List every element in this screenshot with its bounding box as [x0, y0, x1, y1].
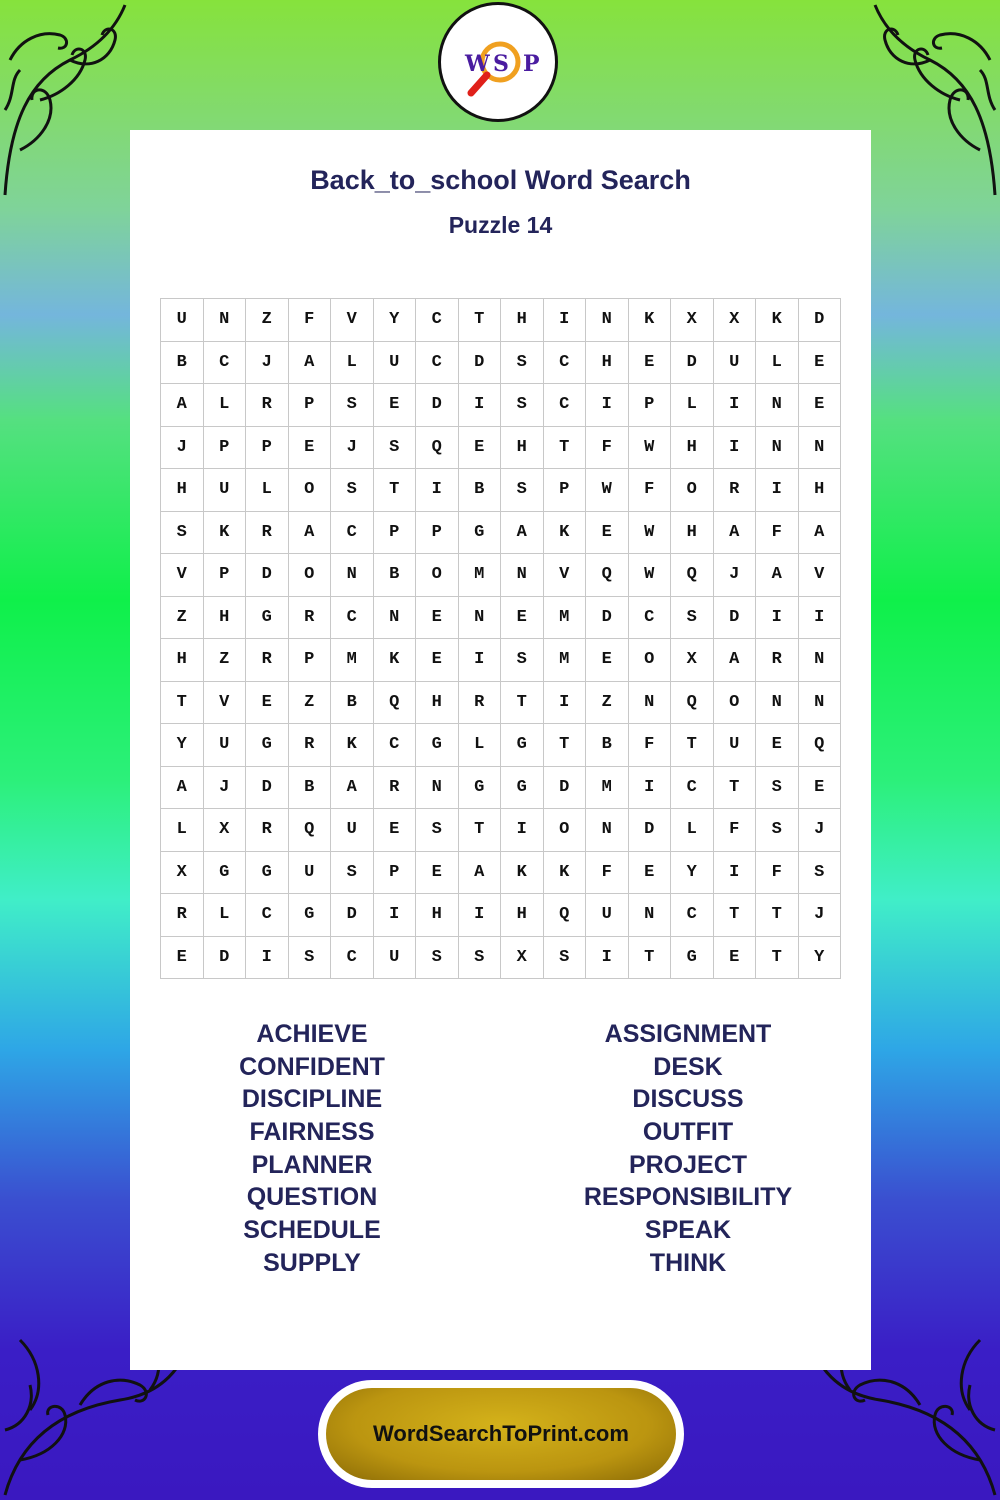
grid-cell: S [501, 469, 544, 512]
grid-cell: D [416, 384, 459, 427]
grid-cell: U [331, 809, 374, 852]
letter-grid [160, 298, 841, 979]
grid-cell: E [629, 852, 672, 895]
grid-cell: F [629, 469, 672, 512]
grid-cell: U [374, 342, 417, 385]
grid-cell: R [246, 639, 289, 682]
grid-cell: L [161, 809, 204, 852]
grid-cell: Q [289, 809, 332, 852]
grid-cell: R [756, 639, 799, 682]
grid-cell: S [671, 597, 714, 640]
grid-cell: S [289, 937, 332, 980]
grid-cell: D [204, 937, 247, 980]
grid-cell: D [629, 809, 672, 852]
grid-cell: H [161, 639, 204, 682]
grid-cell: S [459, 937, 502, 980]
grid-cell: D [799, 299, 842, 342]
grid-cell: Y [799, 937, 842, 980]
grid-cell: I [714, 384, 757, 427]
grid-cell: N [756, 682, 799, 725]
word-item: SCHEDULE [243, 1216, 381, 1245]
grid-cell: Q [671, 554, 714, 597]
grid-cell: A [501, 512, 544, 555]
grid-cell: Z [204, 639, 247, 682]
grid-cell: N [459, 597, 502, 640]
grid-cell: N [799, 639, 842, 682]
grid-cell: R [161, 894, 204, 937]
grid-cell: T [161, 682, 204, 725]
grid-cell: D [246, 554, 289, 597]
grid-cell: G [289, 894, 332, 937]
grid-cell: T [501, 682, 544, 725]
corner-ornament-top-left [0, 0, 130, 200]
grid-cell: C [331, 597, 374, 640]
grid-cell: N [799, 682, 842, 725]
grid-cell: Q [586, 554, 629, 597]
grid-cell: Z [289, 682, 332, 725]
grid-cell: L [671, 384, 714, 427]
grid-cell: U [714, 342, 757, 385]
grid-cell: N [586, 809, 629, 852]
grid-cell: G [204, 852, 247, 895]
word-item: OUTFIT [642, 1118, 734, 1147]
corner-ornament-top-right [870, 0, 1000, 200]
grid-cell: E [799, 342, 842, 385]
grid-cell: E [799, 384, 842, 427]
grid-cell: C [331, 512, 374, 555]
grid-cell: E [416, 597, 459, 640]
grid-cell: C [629, 597, 672, 640]
grid-cell: A [459, 852, 502, 895]
word-list-right [523, 1018, 853, 1280]
grid-cell: E [416, 852, 459, 895]
grid-cell: T [459, 299, 502, 342]
grid-cell: Y [374, 299, 417, 342]
grid-cell: E [586, 512, 629, 555]
grid-cell: D [246, 767, 289, 810]
grid-cell: R [714, 469, 757, 512]
grid-cell: E [799, 767, 842, 810]
grid-cell: O [289, 469, 332, 512]
grid-cell: Q [799, 724, 842, 767]
grid-cell: M [586, 767, 629, 810]
grid-cell: W [629, 427, 672, 470]
grid-cell: J [714, 554, 757, 597]
grid-cell: E [374, 809, 417, 852]
grid-cell: F [586, 427, 629, 470]
grid-cell: C [204, 342, 247, 385]
grid-cell: E [756, 724, 799, 767]
grid-cell: N [799, 427, 842, 470]
grid-cell: K [544, 512, 587, 555]
grid-cell: R [459, 682, 502, 725]
grid-cell: X [204, 809, 247, 852]
grid-cell: C [671, 894, 714, 937]
grid-cell: F [756, 852, 799, 895]
grid-cell: H [501, 299, 544, 342]
word-item: SPEAK [644, 1216, 732, 1245]
grid-cell: X [671, 299, 714, 342]
grid-cell: I [374, 894, 417, 937]
grid-cell: Y [161, 724, 204, 767]
grid-cell: K [374, 639, 417, 682]
grid-cell: A [799, 512, 842, 555]
grid-cell: P [289, 639, 332, 682]
grid-cell: G [416, 724, 459, 767]
footer-site-link[interactable]: WordSearchToPrint.com [326, 1388, 676, 1480]
grid-cell: J [161, 427, 204, 470]
grid-cell: S [501, 639, 544, 682]
grid-cell: H [501, 427, 544, 470]
grid-cell: I [799, 597, 842, 640]
grid-cell: G [246, 597, 289, 640]
grid-cell: A [161, 384, 204, 427]
grid-cell: R [374, 767, 417, 810]
puzzle-sheet [130, 130, 871, 1370]
grid-cell: M [544, 597, 587, 640]
grid-cell: U [289, 852, 332, 895]
grid-cell: P [629, 384, 672, 427]
grid-cell: H [161, 469, 204, 512]
grid-cell: X [161, 852, 204, 895]
grid-cell: I [501, 809, 544, 852]
grid-cell: M [459, 554, 502, 597]
grid-cell: C [416, 299, 459, 342]
grid-cell: J [204, 767, 247, 810]
grid-cell: J [331, 427, 374, 470]
grid-cell: X [501, 937, 544, 980]
grid-cell: I [459, 384, 502, 427]
grid-cell: S [416, 809, 459, 852]
grid-cell: L [331, 342, 374, 385]
grid-cell: E [629, 342, 672, 385]
grid-cell: Q [544, 894, 587, 937]
grid-cell: B [161, 342, 204, 385]
word-item: DISCIPLINE [241, 1085, 383, 1114]
grid-cell: I [544, 299, 587, 342]
grid-cell: K [204, 512, 247, 555]
grid-cell: N [331, 554, 374, 597]
grid-cell: C [544, 384, 587, 427]
grid-cell: U [714, 724, 757, 767]
grid-cell: A [289, 512, 332, 555]
grid-cell: N [756, 427, 799, 470]
grid-cell: I [544, 682, 587, 725]
grid-cell: E [459, 427, 502, 470]
grid-cell: R [289, 724, 332, 767]
grid-cell: X [671, 639, 714, 682]
grid-cell: A [161, 767, 204, 810]
grid-cell: J [799, 809, 842, 852]
grid-cell: T [544, 724, 587, 767]
grid-cell: N [374, 597, 417, 640]
grid-cell: F [629, 724, 672, 767]
grid-cell: Q [416, 427, 459, 470]
grid-cell: A [756, 554, 799, 597]
grid-cell: T [374, 469, 417, 512]
grid-cell: T [671, 724, 714, 767]
grid-cell: D [331, 894, 374, 937]
grid-cell: P [289, 384, 332, 427]
grid-cell: S [331, 384, 374, 427]
grid-cell: V [161, 554, 204, 597]
grid-cell: Q [671, 682, 714, 725]
grid-cell: P [544, 469, 587, 512]
grid-cell: N [586, 299, 629, 342]
grid-cell: C [671, 767, 714, 810]
site-logo[interactable] [438, 2, 558, 122]
grid-cell: E [501, 597, 544, 640]
grid-cell: O [629, 639, 672, 682]
grid-cell: N [629, 894, 672, 937]
grid-cell: B [331, 682, 374, 725]
grid-cell: M [544, 639, 587, 682]
grid-cell: M [331, 639, 374, 682]
grid-cell: P [374, 512, 417, 555]
grid-cell: H [416, 894, 459, 937]
grid-cell: P [204, 427, 247, 470]
grid-cell: Q [374, 682, 417, 725]
logo-letter-w: W [465, 51, 490, 77]
grid-cell: T [714, 767, 757, 810]
grid-cell: H [501, 894, 544, 937]
grid-cell: C [374, 724, 417, 767]
grid-cell: F [586, 852, 629, 895]
grid-cell: P [374, 852, 417, 895]
word-item: THINK [649, 1248, 727, 1277]
grid-cell: T [544, 427, 587, 470]
grid-cell: U [204, 724, 247, 767]
grid-cell: I [714, 427, 757, 470]
grid-cell: I [586, 384, 629, 427]
grid-cell: G [501, 724, 544, 767]
grid-cell: B [459, 469, 502, 512]
grid-cell: I [459, 639, 502, 682]
grid-cell: T [459, 809, 502, 852]
grid-cell: W [586, 469, 629, 512]
word-item: ACHIEVE [256, 1020, 368, 1048]
grid-cell: S [501, 384, 544, 427]
grid-cell: D [459, 342, 502, 385]
grid-cell: O [544, 809, 587, 852]
puzzle-number: Puzzle 14 [448, 212, 553, 238]
grid-cell: J [246, 342, 289, 385]
word-item: PLANNER [251, 1150, 373, 1179]
grid-cell: T [714, 894, 757, 937]
grid-cell: F [756, 512, 799, 555]
grid-cell: T [756, 937, 799, 980]
word-item: SUPPLY [263, 1248, 361, 1277]
grid-cell: O [416, 554, 459, 597]
grid-cell: I [416, 469, 459, 512]
grid-cell: V [204, 682, 247, 725]
grid-cell: C [246, 894, 289, 937]
grid-cell: B [586, 724, 629, 767]
grid-cell: P [204, 554, 247, 597]
grid-cell: H [204, 597, 247, 640]
grid-cell: I [246, 937, 289, 980]
word-item: ASSIGNMENT [604, 1020, 772, 1048]
footer-banner[interactable] [318, 1380, 684, 1488]
grid-cell: S [756, 809, 799, 852]
grid-cell: F [714, 809, 757, 852]
grid-cell: G [459, 512, 502, 555]
grid-cell: A [714, 512, 757, 555]
grid-cell: E [416, 639, 459, 682]
grid-cell: H [799, 469, 842, 512]
grid-cell: K [331, 724, 374, 767]
grid-cell: H [671, 427, 714, 470]
grid-cell: V [544, 554, 587, 597]
grid-cell: C [331, 937, 374, 980]
grid-cell: W [629, 512, 672, 555]
grid-cell: L [459, 724, 502, 767]
grid-cell: U [374, 937, 417, 980]
grid-cell: D [586, 597, 629, 640]
grid-cell: U [161, 299, 204, 342]
grid-cell: P [246, 427, 289, 470]
grid-cell: L [204, 894, 247, 937]
grid-cell: I [586, 937, 629, 980]
grid-cell: N [501, 554, 544, 597]
grid-cell: E [289, 427, 332, 470]
grid-cell: N [756, 384, 799, 427]
grid-cell: K [501, 852, 544, 895]
grid-cell: R [246, 512, 289, 555]
grid-cell: F [289, 299, 332, 342]
grid-cell: K [756, 299, 799, 342]
grid-cell: B [289, 767, 332, 810]
grid-cell: Z [246, 299, 289, 342]
grid-cell: U [204, 469, 247, 512]
grid-cell: C [544, 342, 587, 385]
grid-cell: A [289, 342, 332, 385]
grid-cell: Z [161, 597, 204, 640]
grid-cell: E [374, 384, 417, 427]
grid-cell: G [246, 724, 289, 767]
grid-cell: H [586, 342, 629, 385]
grid-cell: E [246, 682, 289, 725]
grid-cell: H [416, 682, 459, 725]
grid-cell: S [416, 937, 459, 980]
grid-cell: N [204, 299, 247, 342]
grid-cell: L [756, 342, 799, 385]
grid-cell: S [756, 767, 799, 810]
grid-cell: T [756, 894, 799, 937]
grid-cell: G [246, 852, 289, 895]
grid-cell: I [459, 894, 502, 937]
word-item: DISCUSS [632, 1085, 744, 1114]
grid-cell: E [714, 937, 757, 980]
grid-cell: R [246, 384, 289, 427]
word-list-left [147, 1018, 477, 1280]
grid-cell: U [586, 894, 629, 937]
grid-cell: J [799, 894, 842, 937]
grid-cell: G [459, 767, 502, 810]
logo-letter-s: S [493, 51, 509, 77]
grid-cell: Z [586, 682, 629, 725]
grid-cell: O [289, 554, 332, 597]
grid-cell: S [374, 427, 417, 470]
grid-cell: X [714, 299, 757, 342]
grid-cell: V [799, 554, 842, 597]
grid-cell: D [544, 767, 587, 810]
grid-cell: E [161, 937, 204, 980]
grid-cell: A [331, 767, 374, 810]
grid-cell: S [799, 852, 842, 895]
word-item: DESK [653, 1052, 723, 1081]
word-item: CONFIDENT [239, 1052, 385, 1081]
grid-cell: K [629, 299, 672, 342]
grid-cell: G [501, 767, 544, 810]
grid-cell: N [416, 767, 459, 810]
word-item: PROJECT [628, 1150, 748, 1179]
grid-cell: D [714, 597, 757, 640]
grid-cell: P [416, 512, 459, 555]
grid-cell: O [671, 469, 714, 512]
grid-cell: S [501, 342, 544, 385]
grid-cell: V [331, 299, 374, 342]
grid-cell: S [331, 469, 374, 512]
grid-cell: A [714, 639, 757, 682]
grid-cell: R [246, 809, 289, 852]
grid-cell: R [289, 597, 332, 640]
word-item: FAIRNESS [249, 1118, 375, 1147]
grid-cell: L [204, 384, 247, 427]
grid-cell: C [416, 342, 459, 385]
grid-cell: S [331, 852, 374, 895]
word-item: RESPONSIBILITY [583, 1183, 793, 1212]
grid-cell: W [629, 554, 672, 597]
page-title: Back_to_school Word Search [310, 165, 691, 195]
grid-cell: I [756, 597, 799, 640]
grid-cell: E [586, 639, 629, 682]
grid-cell: N [629, 682, 672, 725]
grid-cell: B [374, 554, 417, 597]
grid-cell: O [714, 682, 757, 725]
grid-cell: D [671, 342, 714, 385]
grid-cell: L [246, 469, 289, 512]
grid-cell: T [629, 937, 672, 980]
grid-cell: I [756, 469, 799, 512]
grid-cell: L [671, 809, 714, 852]
grid-cell: S [161, 512, 204, 555]
magnifier-icon [441, 5, 555, 119]
grid-cell: I [714, 852, 757, 895]
word-item: QUESTION [246, 1183, 378, 1212]
grid-cell: H [671, 512, 714, 555]
grid-cell: K [544, 852, 587, 895]
logo-letter-p: P [523, 51, 540, 77]
grid-cell: I [629, 767, 672, 810]
grid-cell: G [671, 937, 714, 980]
grid-cell: Y [671, 852, 714, 895]
grid-cell: S [544, 937, 587, 980]
